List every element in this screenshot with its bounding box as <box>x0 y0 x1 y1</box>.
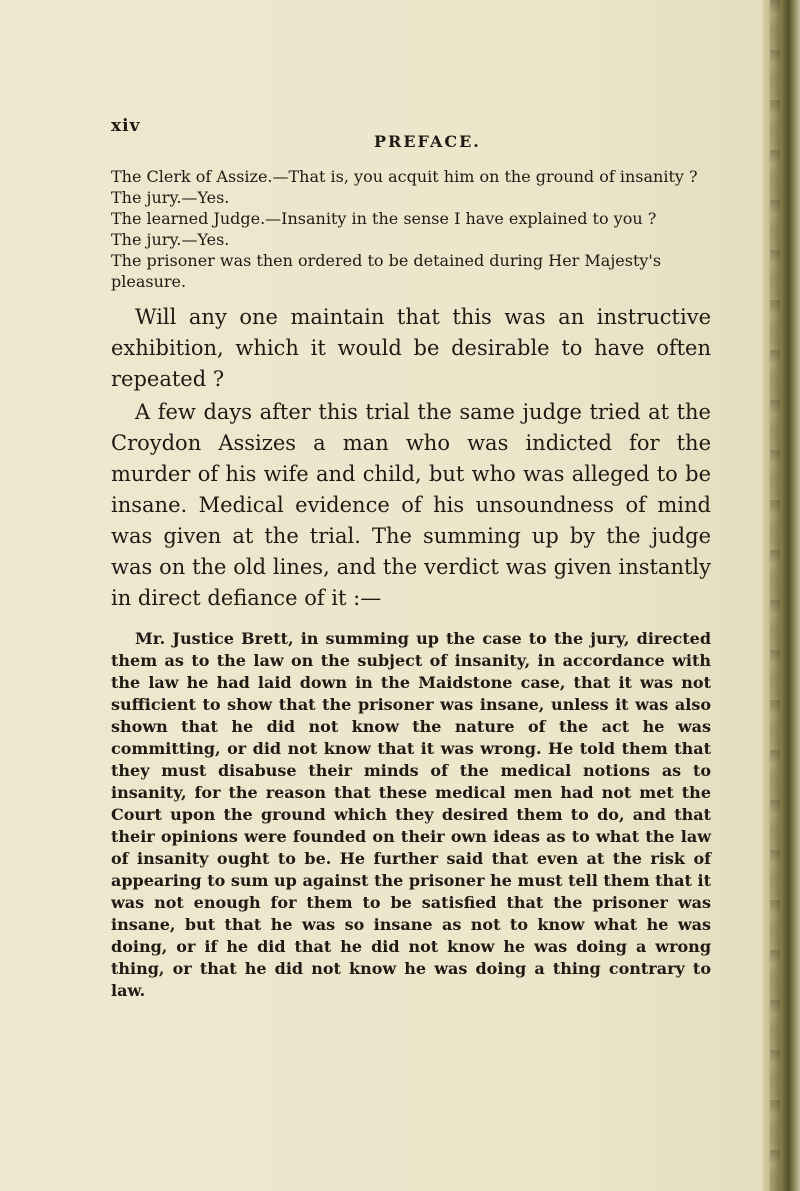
book-binding-edge <box>762 0 800 1191</box>
page-number: xiv <box>111 116 141 136</box>
paragraph-instructive-exhibition: Will any one maintain that this was an instructive exhibition, which it would be desirable to have often repeated ? <box>111 305 711 391</box>
exchange-judge: The learned Judge.—Insanity in the sense I have explained to you ? <box>111 209 657 228</box>
exchange-clerk: The Clerk of Assize.—That is, you acquit him on the ground of insanity ? <box>111 167 698 186</box>
exchange-detention: The prisoner was then ordered to be detained during Her Majesty's pleasure. <box>111 251 662 291</box>
page-content <box>111 166 711 1002</box>
running-head: PREFACE. <box>374 132 481 151</box>
exchange-jury-1: The jury.—Yes. <box>111 188 230 207</box>
exchange-jury-2: The jury.—Yes. <box>111 230 230 249</box>
paragraph-croydon-assizes: A few days after this trial the same judge tried at the Croydon Assizes a man who was indicted for the murder of his wife and child, but who was alleged to be insane. Medical evidence of his unsoundness of mind was given at the trial. The summing up by the judge was on the old lines, and the verdict was given instantly in direct defiance of it :— <box>111 400 711 610</box>
quoted-summing-up: Mr. Justice Brett, in summing up the case to the jury, directed them as to the law on the subject of insanity, in accordance with the law he had laid down in the Maidstone case, that it was not sufficient to show that the prisoner was insane, unless it was also shown that he did not know the nature of the act he was committing, or did not know that it was wrong. He told them that they must disabuse their minds of the medical notions as to insanity, for the reason that these medical men had not met the Court upon the ground which they desired them to do, and that their opinions were founded on their own ideas as to what the law of insanity ought to be. He further said that even at the risk of appearing to sum up against the prisoner he must tell them that it was not enough for them to be satisfied that the prisoner was insane, but that he was so insane as not to know what he was doing, or if he did that he did not know he was doing a wrong thing, or that he did not know he was doing a thing contrary to law. <box>111 629 711 1000</box>
